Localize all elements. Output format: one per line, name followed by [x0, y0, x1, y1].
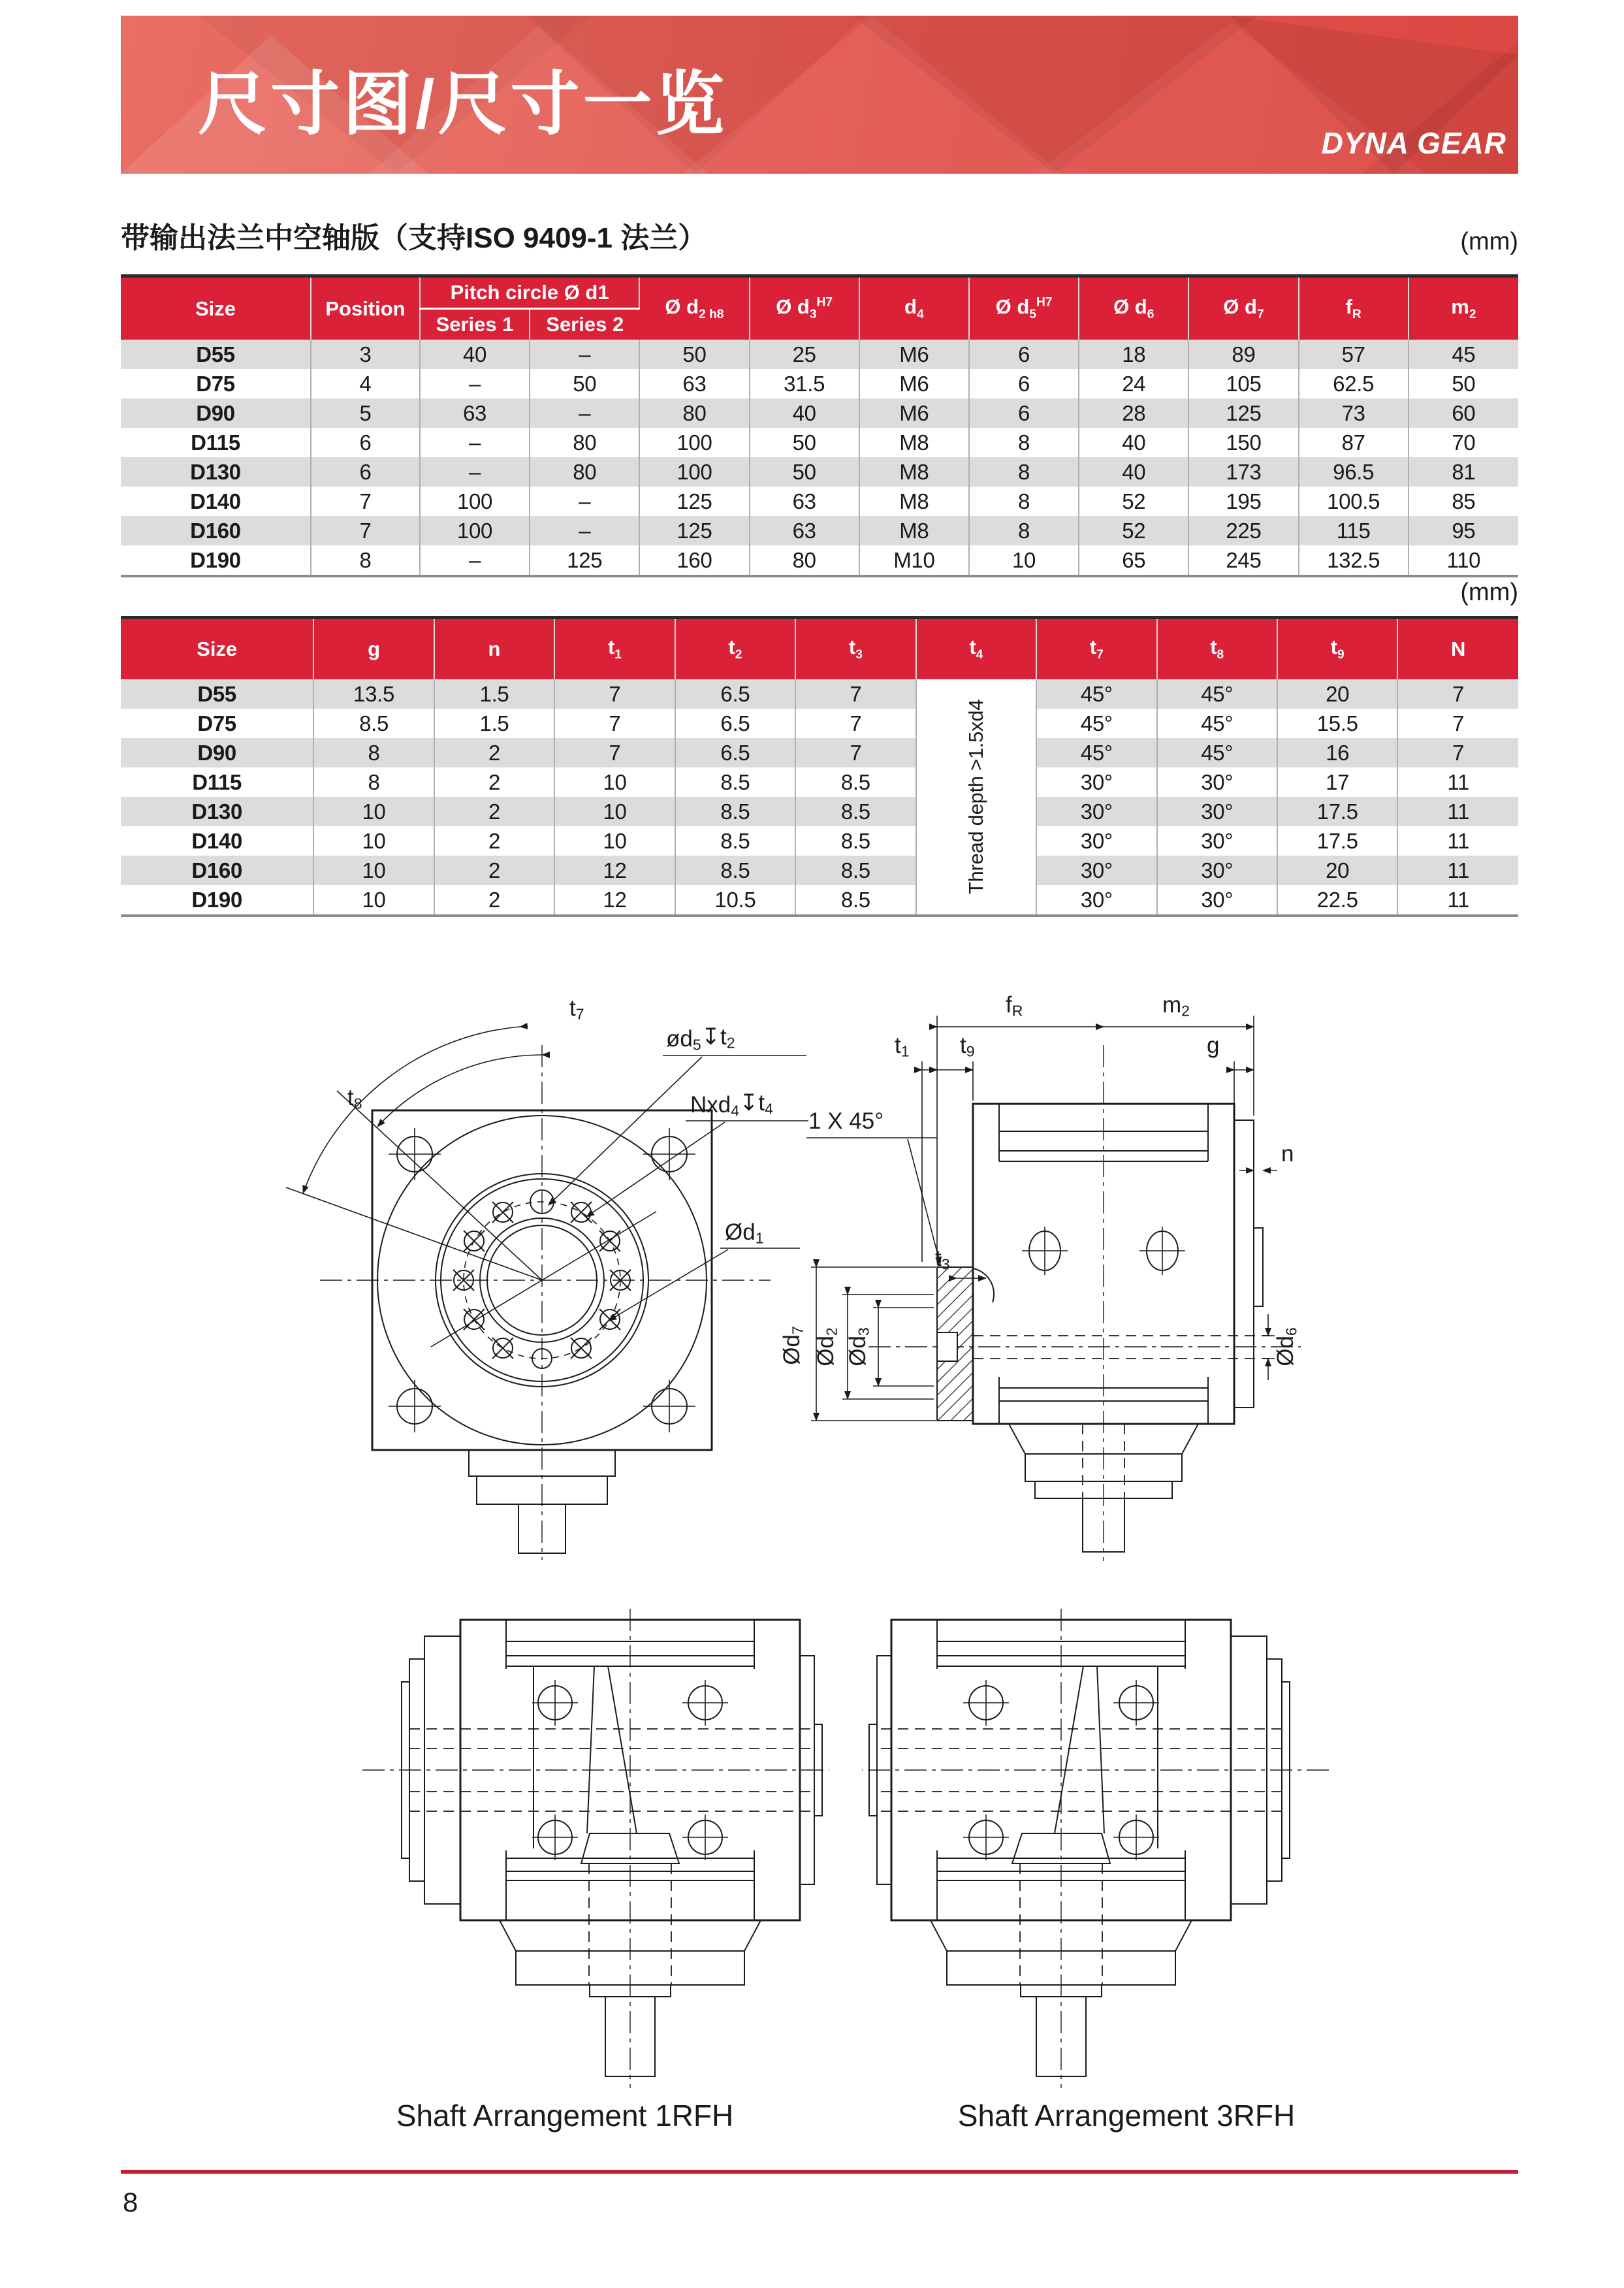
table-cell: 10 [969, 545, 1079, 576]
column-header: $t_8$ [1157, 618, 1277, 680]
table-cell: 4 [311, 369, 420, 398]
table-cell: 25 [750, 340, 859, 369]
column-header: Position [311, 276, 420, 340]
table-row [121, 516, 1518, 545]
dim-label-d2: Ød2 [813, 1327, 840, 1366]
table-cell: 63 [750, 487, 859, 516]
table-row [121, 487, 1518, 516]
table-cell: D55 [121, 340, 311, 369]
column-header: Ø $d_3^{H7}$ [750, 276, 859, 340]
table-cell: 7 [1397, 738, 1518, 767]
table-cell: 5 [311, 398, 420, 428]
table-cell: 2 [434, 885, 554, 916]
table-cell: 80 [530, 457, 639, 487]
dim-label-d7: Ød7 [779, 1326, 806, 1365]
table-cell: 45° [1157, 709, 1277, 738]
table-cell: 73 [1299, 398, 1409, 428]
table-cell: 18 [1079, 340, 1188, 369]
dim-label-t1: t1 [895, 1033, 910, 1060]
table-cell: 7 [554, 679, 675, 709]
table-cell: 150 [1188, 428, 1298, 457]
table-cell: 81 [1409, 457, 1518, 487]
table-cell: – [420, 369, 530, 398]
chamfer-label: 1 X 45° [808, 1108, 884, 1134]
table-cell: 13.5 [313, 679, 434, 709]
table-cell: 30° [1036, 826, 1156, 856]
table-cell: 7 [795, 709, 915, 738]
table-cell: D130 [121, 457, 311, 487]
table-cell: 125 [639, 487, 749, 516]
table-cell: M8 [859, 457, 969, 487]
column-header: $t_7$ [1036, 618, 1156, 680]
table-cell: 7 [311, 487, 420, 516]
table-cell: 6 [311, 428, 420, 457]
table-cell: 10 [554, 767, 675, 797]
dimension-table-flange [121, 274, 1518, 577]
table-cell: 30° [1157, 797, 1277, 826]
table-cell: 24 [1079, 369, 1188, 398]
dim-label-t7: t7 [569, 995, 584, 1023]
table-cell: M8 [859, 516, 969, 545]
table-cell: 57 [1299, 340, 1409, 369]
brand-logo: DYNA GEAR [1321, 126, 1506, 160]
gearbox-side-section [779, 992, 1301, 1561]
table-cell: 6 [969, 398, 1079, 428]
table-cell: 8 [313, 767, 434, 797]
column-header: g [313, 618, 434, 680]
column-header: $t_1$ [554, 618, 675, 680]
table-cell: 10.5 [675, 885, 795, 916]
table-cell: M10 [859, 545, 969, 576]
table-cell: 8.5 [795, 767, 915, 797]
table-cell: 52 [1079, 487, 1188, 516]
table-cell: 173 [1188, 457, 1298, 487]
column-header: $t_3$ [795, 618, 915, 680]
column-header: $d_4$ [859, 276, 969, 340]
footer-rule [121, 2170, 1518, 2174]
table-cell: 8 [969, 516, 1079, 545]
unit-label-table1: (mm) [1460, 228, 1518, 255]
table-cell: 63 [420, 398, 530, 428]
output-flange-section [937, 1267, 994, 1421]
dim-label-nxd4t4: Nxd4↧t4 [690, 1090, 773, 1120]
column-header: Series 2 [530, 309, 639, 340]
table-cell: 45° [1036, 679, 1156, 709]
table-cell: – [530, 487, 639, 516]
table-row [121, 457, 1518, 487]
table-cell: 6.5 [675, 709, 795, 738]
table-cell: D90 [121, 398, 311, 428]
table-cell: 6 [969, 340, 1079, 369]
table-cell: M6 [859, 369, 969, 398]
table-cell: 70 [1409, 428, 1518, 457]
table-cell: 7 [554, 738, 675, 767]
table-cell: 10 [313, 856, 434, 885]
table-cell: 3 [311, 340, 420, 369]
unit-label-table2: (mm) [1460, 579, 1518, 606]
table-cell: 105 [1188, 369, 1298, 398]
table-cell: 20 [1277, 856, 1397, 885]
table-cell: 8.5 [795, 797, 915, 826]
table-cell: 6 [311, 457, 420, 487]
column-header: Ø $d_7$ [1188, 276, 1298, 340]
table-cell: D115 [121, 428, 311, 457]
table-cell: 7 [311, 516, 420, 545]
table-cell: 80 [750, 545, 859, 576]
table-cell: 160 [639, 545, 749, 576]
table-cell: D160 [121, 516, 311, 545]
table-cell: 12 [554, 885, 675, 916]
dim-label-t8: t8 [347, 1085, 362, 1112]
table-cell: 65 [1079, 545, 1188, 576]
table-cell: 50 [639, 340, 749, 369]
table-cell: D75 [121, 709, 313, 738]
table-cell: 132.5 [1299, 545, 1409, 576]
table-cell: 2 [434, 797, 554, 826]
table-cell: D75 [121, 369, 311, 398]
table2-body [121, 679, 1518, 916]
table-cell: 2 [434, 826, 554, 856]
table-cell: – [420, 457, 530, 487]
table-cell: D160 [121, 856, 313, 885]
table-cell: 100 [420, 516, 530, 545]
table-cell: M8 [859, 487, 969, 516]
table-cell: 7 [1397, 679, 1518, 709]
table-cell: 11 [1397, 797, 1518, 826]
table-cell: 8 [969, 457, 1079, 487]
table-cell: 8 [313, 738, 434, 767]
table-cell: 22.5 [1277, 885, 1397, 916]
table-cell: 52 [1079, 516, 1188, 545]
table-cell: D190 [121, 545, 311, 576]
table-cell: 40 [1079, 428, 1188, 457]
section-heading-row [121, 216, 1518, 256]
dim-label-n: n [1281, 1141, 1294, 1167]
table-cell: 45° [1157, 679, 1277, 709]
table-cell: – [420, 428, 530, 457]
table-cell: 1.5 [434, 679, 554, 709]
table-cell: 2 [434, 767, 554, 797]
table-cell: 89 [1188, 340, 1298, 369]
table-cell: D140 [121, 487, 311, 516]
table-cell: 30° [1036, 856, 1156, 885]
table-cell: 45° [1036, 738, 1156, 767]
table-cell: 8.5 [313, 709, 434, 738]
section-title: 带输出法兰中空轴版（支持ISO 9409-1 法兰） [121, 222, 707, 254]
table-cell: 125 [530, 545, 639, 576]
table-cell: – [530, 398, 639, 428]
table-row [121, 679, 1518, 709]
table-cell: 62.5 [1299, 369, 1409, 398]
table2-header [121, 618, 1518, 680]
dim-label-fr: fR [1006, 992, 1023, 1020]
table-cell: 17 [1277, 767, 1397, 797]
table-cell: 195 [1188, 487, 1298, 516]
table-cell: 45° [1036, 709, 1156, 738]
table-cell: 8.5 [675, 826, 795, 856]
table-cell: 1.5 [434, 709, 554, 738]
table-cell: 110 [1409, 545, 1518, 576]
table-cell: 7 [795, 679, 915, 709]
dim-label-d1: Ød1 [725, 1219, 764, 1247]
table-cell: 6 [969, 369, 1079, 398]
table-cell: 7 [1397, 709, 1518, 738]
table-row [121, 826, 1518, 856]
column-header: Size [121, 618, 313, 680]
table-cell: 60 [1409, 398, 1518, 428]
column-header: Ø $d_6$ [1079, 276, 1188, 340]
table-cell: 8.5 [675, 767, 795, 797]
t4-merged-cell [916, 679, 1036, 916]
column-header: N [1397, 618, 1518, 680]
table-cell: 10 [313, 885, 434, 916]
table-cell: 15.5 [1277, 709, 1397, 738]
table-cell: 28 [1079, 398, 1188, 428]
table-cell: 96.5 [1299, 457, 1409, 487]
table-cell: 63 [639, 369, 749, 398]
column-header: Ø $d_{2 h8}$ [639, 276, 749, 340]
shaft-arrangement-3rfh-drawing [859, 1603, 1394, 2093]
table-cell: 2 [434, 856, 554, 885]
table-cell: 30° [1036, 767, 1156, 797]
column-header: Series 1 [420, 309, 530, 340]
flange-front-view [286, 995, 808, 1560]
dim-label-m2: m2 [1162, 992, 1190, 1020]
table-cell: 8.5 [675, 797, 795, 826]
page-number: 8 [123, 2187, 138, 2217]
table-cell: 7 [554, 709, 675, 738]
table-cell: 80 [530, 428, 639, 457]
table-row [121, 340, 1518, 369]
column-header: $t_9$ [1277, 618, 1397, 680]
table-cell: 225 [1188, 516, 1298, 545]
column-header: Ø $d_5^{H7}$ [969, 276, 1079, 340]
table-cell: 8 [311, 545, 420, 576]
page-banner [121, 16, 1518, 174]
table-cell: D90 [121, 738, 313, 767]
table-cell: 45° [1157, 738, 1277, 767]
table-cell: D140 [121, 826, 313, 856]
dim-label-t9: t9 [960, 1033, 975, 1060]
table-row [121, 797, 1518, 826]
dim-label-d6: Ød6 [1273, 1327, 1300, 1366]
table-cell: 115 [1299, 516, 1409, 545]
column-header: $t_4$ [916, 618, 1036, 680]
table-cell: 12 [554, 856, 675, 885]
table-row [121, 738, 1518, 767]
table-cell: 10 [554, 826, 675, 856]
table-cell: 31.5 [750, 369, 859, 398]
front-view-drawing [274, 954, 810, 1564]
page-title: 尺寸图/尺寸一览 [198, 66, 728, 144]
table-cell: 8.5 [795, 885, 915, 916]
table1-body [121, 340, 1518, 576]
table-cell: 45 [1409, 340, 1518, 369]
dim-label-d3: Ød3 [845, 1327, 872, 1366]
table-cell: D190 [121, 885, 313, 916]
table-cell: D115 [121, 767, 313, 797]
table-cell: 50 [750, 457, 859, 487]
table-cell: 8.5 [795, 856, 915, 885]
table-cell: 6.5 [675, 679, 795, 709]
table-cell: M6 [859, 340, 969, 369]
table-cell: 50 [530, 369, 639, 398]
dimension-table-details [121, 616, 1518, 917]
column-header: n [434, 618, 554, 680]
table-cell: 11 [1397, 885, 1518, 916]
shaft-arrangement-1rfh-drawing [297, 1603, 833, 2093]
table-cell: 6.5 [675, 738, 795, 767]
table-cell: 100.5 [1299, 487, 1409, 516]
table-cell: 125 [639, 516, 749, 545]
table-row [121, 369, 1518, 398]
table-cell: D55 [121, 679, 313, 709]
table-cell: 40 [750, 398, 859, 428]
table-cell: 8 [969, 487, 1079, 516]
table-cell: 50 [750, 428, 859, 457]
table-row [121, 885, 1518, 916]
table-cell: 30° [1036, 797, 1156, 826]
table-cell: 80 [639, 398, 749, 428]
table-cell: 40 [1079, 457, 1188, 487]
table-cell: 10 [313, 826, 434, 856]
side-section-drawing [771, 954, 1313, 1564]
table-cell: 63 [750, 516, 859, 545]
table-cell: 30° [1036, 885, 1156, 916]
thread-depth-note: Thread depth >1.5xd4 [964, 699, 987, 895]
table-cell: 11 [1397, 826, 1518, 856]
table-row [121, 856, 1518, 885]
table-cell: 100 [639, 428, 749, 457]
table-cell: – [530, 516, 639, 545]
table-cell: 20 [1277, 679, 1397, 709]
table-row [121, 398, 1518, 428]
table-cell: 87 [1299, 428, 1409, 457]
table-cell: D130 [121, 797, 313, 826]
table-cell: 100 [420, 487, 530, 516]
table1-header [121, 276, 1518, 340]
table-row [121, 545, 1518, 576]
table-cell: M6 [859, 398, 969, 428]
table-cell: 40 [420, 340, 530, 369]
table-cell: 95 [1409, 516, 1518, 545]
table-cell: 8.5 [675, 856, 795, 885]
column-header-pitch-circle: Pitch circle Ø d1 [420, 276, 639, 309]
table-cell: 125 [1188, 398, 1298, 428]
table-cell: 11 [1397, 767, 1518, 797]
table-cell: 17.5 [1277, 826, 1397, 856]
table-cell: 11 [1397, 856, 1518, 885]
table-cell: 100 [639, 457, 749, 487]
dim-label-t3: t3 [935, 1246, 950, 1273]
column-header: Size [121, 276, 311, 340]
caption-1rfh: Shaft Arrangement 1RFH [396, 2099, 734, 2133]
caption-3rfh: Shaft Arrangement 3RFH [957, 2099, 1296, 2133]
dim-label-d5t2: ød5↧t2 [666, 1024, 735, 1054]
gearbox-arrangement-view [362, 1609, 829, 2088]
table-cell: 10 [554, 797, 675, 826]
table-cell: 50 [1409, 369, 1518, 398]
table-cell: 30° [1157, 885, 1277, 916]
table-cell: 2 [434, 738, 554, 767]
table-cell: 16 [1277, 738, 1397, 767]
table-cell: 85 [1409, 487, 1518, 516]
table-cell: 30° [1157, 856, 1277, 885]
table-cell: 10 [313, 797, 434, 826]
column-header: $f_R$ [1299, 276, 1409, 340]
table-cell: 17.5 [1277, 797, 1397, 826]
table-cell: – [530, 340, 639, 369]
table-cell: 30° [1157, 826, 1277, 856]
table-row [121, 709, 1518, 738]
table-cell: 30° [1157, 767, 1277, 797]
table-cell: 245 [1188, 545, 1298, 576]
column-header: $m_2$ [1409, 276, 1518, 340]
table-cell: 7 [795, 738, 915, 767]
table-row [121, 428, 1518, 457]
table-row [121, 767, 1518, 797]
table-cell: 8 [969, 428, 1079, 457]
column-header: $t_2$ [675, 618, 795, 680]
dim-label-g: g [1207, 1033, 1220, 1058]
table-cell: – [420, 545, 530, 576]
table-cell: M8 [859, 428, 969, 457]
table-cell: 8.5 [795, 826, 915, 856]
